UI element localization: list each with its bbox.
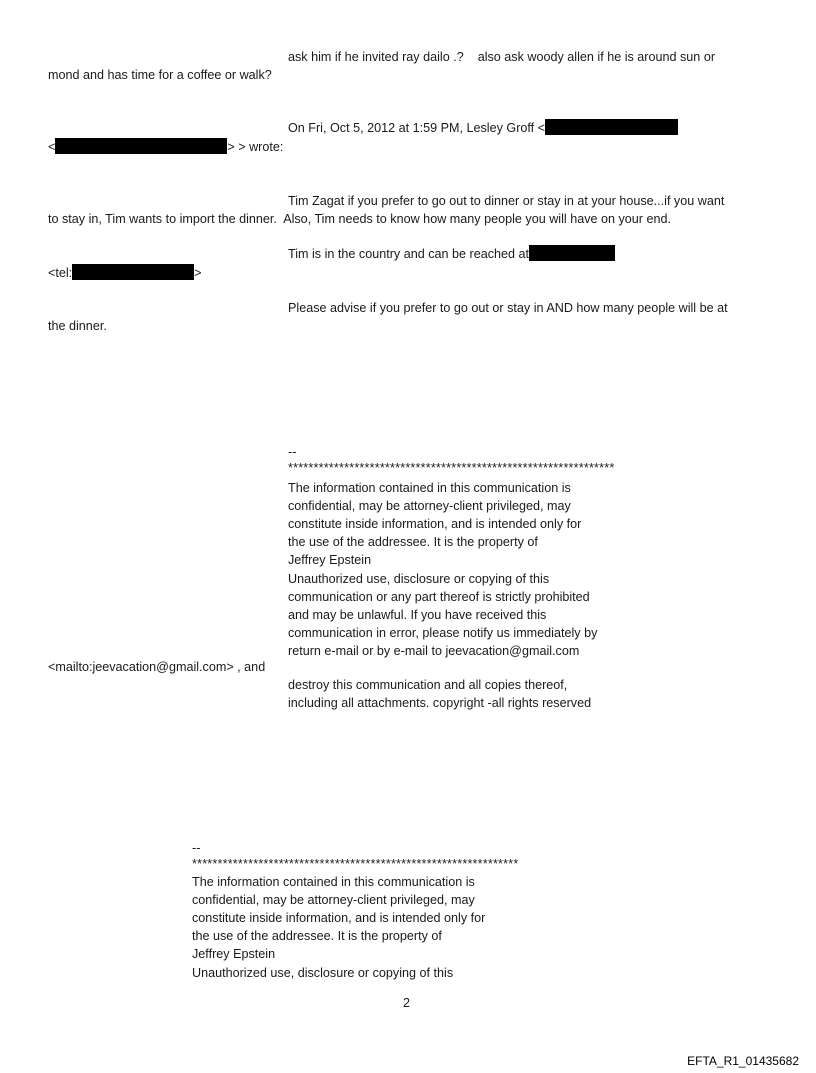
disclaimer-line: Jeffrey Epstein <box>192 947 276 962</box>
disclaimer-line: the use of the addressee. It is the property of <box>288 535 538 550</box>
disclaimer-line: the use of the addressee. It is the property of <box>192 929 442 944</box>
disclaimer-line: return e-mail or by e-mail to jeevacation@gmail.com <box>288 643 580 658</box>
disclaimer-line: destroy this communication and all copies thereof, <box>288 678 568 692</box>
disclaimer-line: confidential, may be attorney-client privileged, may <box>192 893 475 908</box>
page-number: 2 <box>403 996 411 1010</box>
email-line-1a: ask him if he invited ray dailo .? also ask woody allen if he is around sun or <box>288 50 716 64</box>
disclaimer2-stars: **************************************************************** <box>192 857 519 871</box>
para-3a: Please advise if you prefer to go out or stay in AND how many people will be at <box>288 301 728 315</box>
disclaimer-line: communication or any part thereof is strictly prohibited <box>288 589 590 604</box>
disclaimer1-stars: **************************************************************** <box>288 461 615 475</box>
redaction-box <box>55 138 227 154</box>
disclaimer-line: constitute inside information, and is intended only for <box>288 517 582 532</box>
email-line-1b: mond and has time for a coffee or walk? <box>48 68 272 82</box>
disclaimer1-dashes: -- <box>288 445 297 459</box>
disclaimer-line: Unauthorized use, disclosure or copying of this <box>192 965 454 980</box>
disclaimer-line: The information contained in this communication is <box>288 481 571 495</box>
disclaimer-line: Unauthorized use, disclosure or copying of this <box>288 571 550 586</box>
disclaimer-line: Jeffrey Epstein <box>288 553 372 568</box>
disclaimer-line: confidential, may be attorney-client privileged, may <box>288 499 571 514</box>
disclaimer1-mailto: <mailto:jeevacation@gmail.com> , and <box>48 660 266 674</box>
document-id: EFTA_R1_01435682 <box>687 1054 799 1068</box>
quote-email-line <box>48 138 283 156</box>
tel-open: <tel: <box>48 266 73 280</box>
redaction-box <box>545 119 678 135</box>
redaction-box <box>529 245 615 261</box>
tel-close: > <box>194 266 202 280</box>
tel-line <box>48 264 202 282</box>
disclaimer-line: communication in error, please notify us immediately by <box>288 625 598 640</box>
quote-lt: < <box>48 140 56 154</box>
para-2a-text: Tim is in the country and can be reached at <box>288 247 530 261</box>
disclaimer-line: and may be unlawful. If you have received this <box>288 607 547 622</box>
disclaimer-line: constitute inside information, and is intended only for <box>192 911 486 926</box>
para-2a <box>288 245 615 263</box>
quote-header <box>288 119 678 137</box>
disclaimer-line: The information contained in this communication is <box>192 875 475 889</box>
para-1a: Tim Zagat if you prefer to go out to dinner or stay in at your house...if you want <box>288 194 725 208</box>
quote-header-text: On Fri, Oct 5, 2012 at 1:59 PM, Lesley Groff < <box>288 121 546 135</box>
quote-wrote: > > wrote: <box>227 140 284 154</box>
para-1b: to stay in, Tim wants to import the dinner. Also, Tim needs to know how many people you will have on your end. <box>48 212 672 226</box>
disclaimer-line: including all attachments. copyright -all rights reserved <box>288 696 592 710</box>
para-3b: the dinner. <box>48 319 107 333</box>
disclaimer2-dashes: -- <box>192 841 201 855</box>
redaction-box <box>72 264 194 280</box>
